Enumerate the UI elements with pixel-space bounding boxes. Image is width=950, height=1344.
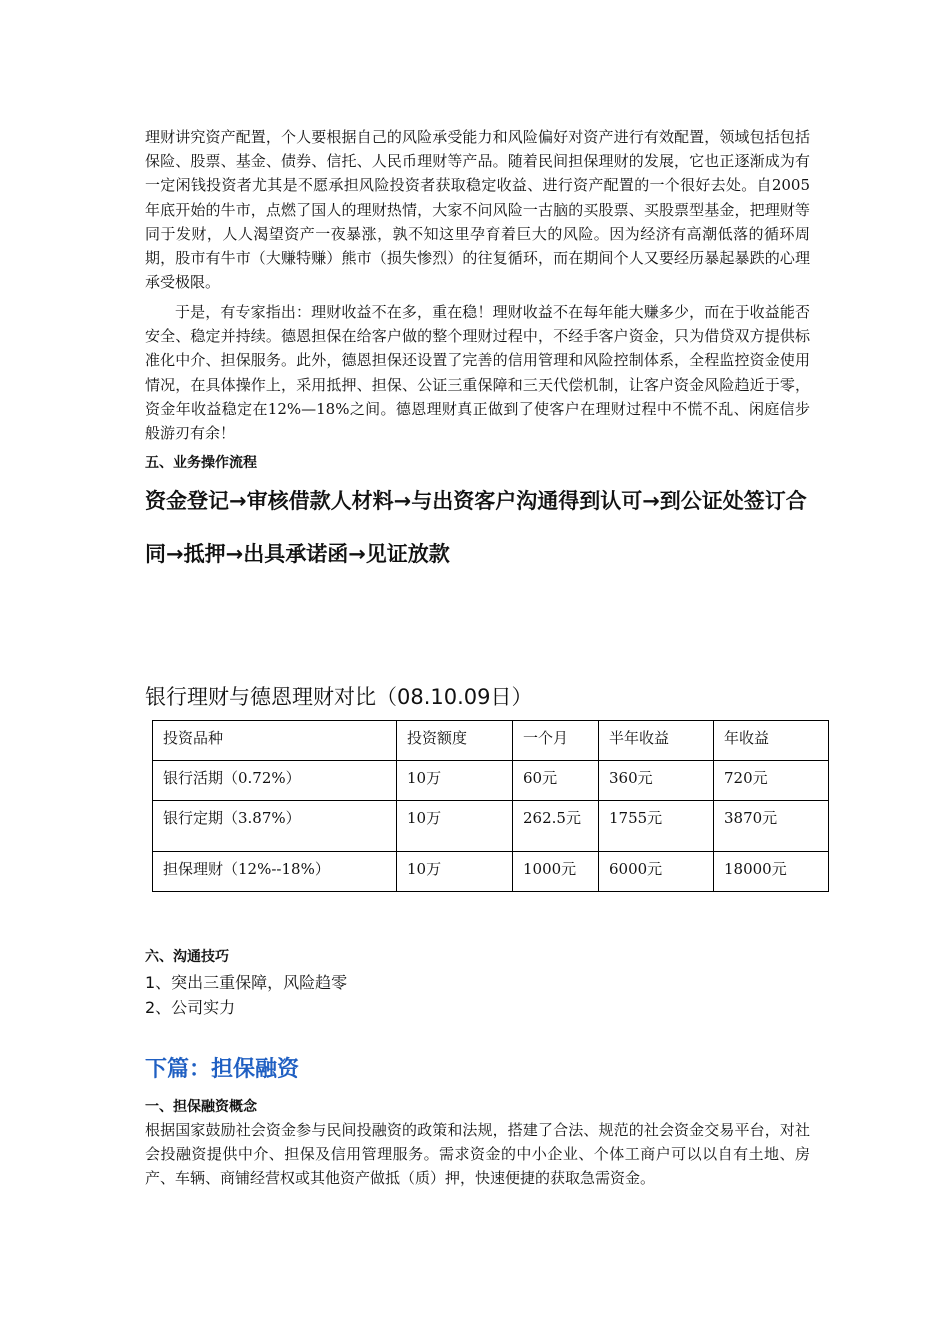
table-cell: 担保理财（12%--18%） [153, 852, 397, 892]
table-cell: 1000元 [513, 852, 599, 892]
table-header-cell: 投资品种 [153, 721, 397, 761]
table-header-cell: 投资额度 [397, 721, 513, 761]
table-title: 银行理财与德恩理财对比（08.10.09日） [145, 685, 533, 709]
business-flow: 资金登记→审核借款人材料→与出资客户沟通得到认可→到公证处签订合同→抵押→出具承诺函→见证放款 [145, 489, 807, 566]
table-cell: 10万 [397, 801, 513, 852]
table-header-row [153, 721, 829, 761]
table-cell: 262.5元 [513, 801, 599, 852]
list-item: 2、公司实力 [145, 998, 236, 1017]
list-item: 1、突出三重保障，风险趋零 [145, 973, 348, 992]
table-cell: 1755元 [599, 801, 714, 852]
paragraph-asset-allocation: 理财讲究资产配置，个人要根据自己的风险承受能力和风险偏好对资产进行有效配置，领域包括包括保险、股票、基金、债券、信托、人民币理财等产品。随着民间担保理财的发展，它也正逐渐成为有一定闲钱投资者尤其是不愿承担风险投资者获取稳定收益、进行资产配置的一个很好去处。自2005年底开始的牛市，点燃了国人的理财热情，大家不问风险一古脑的买股票、买股票型基金，把理财等同于发财，人人渴望资产一夜暴涨，孰不知这里孕育着巨大的风险。因为经济有高潮低落的循环周期，股市有牛市（大赚特赚）熊市（损失惨烈）的往复循环，而在期间个人又要经历暴起暴跌的心理承受极限。 [145, 128, 810, 292]
table-cell: 银行定期（3.87%） [153, 801, 397, 852]
table-cell: 360元 [599, 761, 714, 801]
table-header-cell: 一个月 [513, 721, 599, 761]
paragraph-guarantee-financing: 根据国家鼓励社会资金参与民间投融资的政策和法规，搭建了合法、规范的社会资金交易平台，对社会投融资提供中介、担保及信用管理服务。需求资金的中小企业、个体工商户可以以自有土地、房产、车辆、商铺经营权或其他资产做抵（质）押，快速便捷的获取急需资金。 [145, 1121, 810, 1188]
table-cell: 720元 [714, 761, 829, 801]
heading-business-process: 五、业务操作流程 [145, 455, 257, 471]
table-cell: 10万 [397, 761, 513, 801]
table-row [153, 801, 829, 852]
table-cell: 6000元 [599, 852, 714, 892]
table-cell: 3870元 [714, 801, 829, 852]
heading-guarantee-financing-concept: 一、担保融资概念 [145, 1099, 257, 1115]
table-header-cell: 年收益 [714, 721, 829, 761]
table-row [153, 852, 829, 892]
table-cell: 60元 [513, 761, 599, 801]
table-header-cell: 半年收益 [599, 721, 714, 761]
paragraph-expert-opinion: 于是，有专家指出：理财收益不在多，重在稳！理财收益不在每年能大赚多少，而在于收益能否安全、稳定并持续。德恩担保在给客户做的整个理财过程中，不经手客户资金，只为借贷双方提供标准化中介、担保服务。此外，德恩担保还设置了完善的信用管理和风险控制体系，全程监控资金使用情况，在具体操作上，采用抵押、担保、公证三重保障和三天代偿机制，让客户资金风险趋近于零，资金年收益稳定在12%—18%之间。德恩理财真正做到了使客户在理财过程中不慌不乱、闲庭信步般游刃有余！ [145, 303, 810, 443]
table-row [153, 761, 829, 801]
table-cell: 18000元 [714, 852, 829, 892]
section-title: 下篇：担保融资 [145, 1057, 300, 1082]
comparison-table [152, 720, 829, 892]
table-cell: 银行活期（0.72%） [153, 761, 397, 801]
heading-communication-skills: 六、沟通技巧 [145, 949, 229, 965]
table-cell: 10万 [397, 852, 513, 892]
